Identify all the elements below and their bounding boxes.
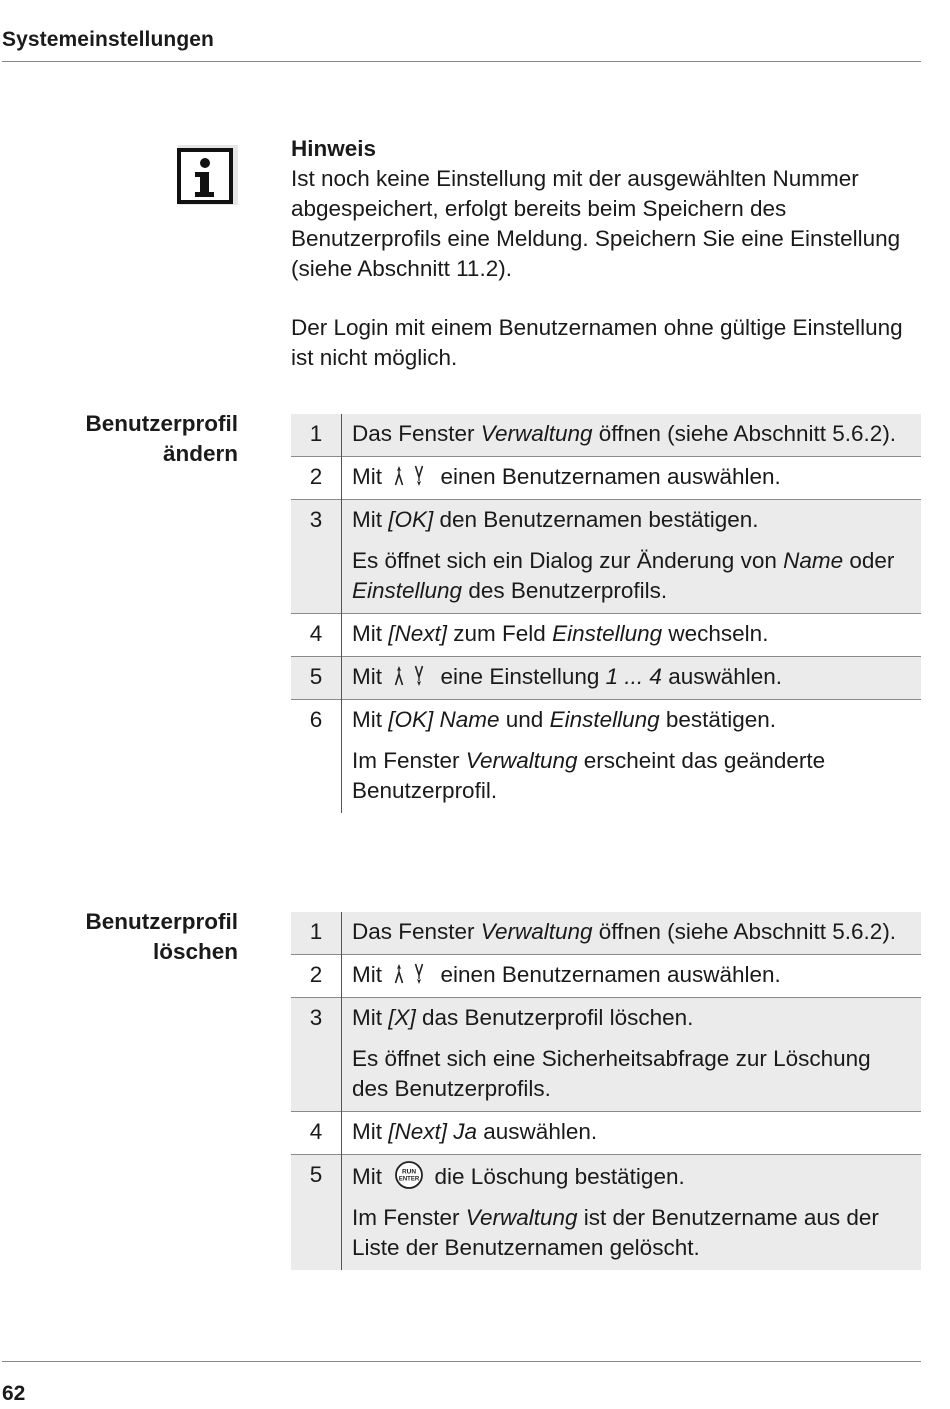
page-number: 62 [2,1382,26,1405]
up-down-arrow-keys-icon [394,464,428,488]
step-number: 3 [291,998,342,1112]
step-text: Mit [Next] Ja auswählen. [342,1112,922,1155]
step-number: 2 [291,955,342,998]
step-text: Mit [X] das Benutzerprofil löschen. Es öffnet sich eine Sicherheitsabfrage zur Löschung des Benutzerprofils. [342,998,922,1112]
header-rule [2,61,921,62]
table-row [291,998,921,1112]
step-text: Das Fenster Verwaltung öffnen (siehe Abschnitt 5.6.2). [342,414,922,457]
run-enter-key-icon [394,1160,424,1190]
step-number: 6 [291,700,342,814]
table-row [291,1155,921,1271]
svg-text:ENTER: ENTER [399,1176,420,1183]
step-number: 1 [291,414,342,457]
step-text: Mit [Next] zum Feld Einstellung wechseln. [342,614,922,657]
footer-rule [2,1361,921,1362]
step-number: 2 [291,457,342,500]
info-icon [176,145,238,205]
step-text: Mit einen Benutzernamen auswählen. [342,457,922,500]
step-result: Im Fenster Verwaltung erscheint das geänderte Benutzerprofil. [352,748,826,803]
step-number: 3 [291,500,342,614]
step-text: Mit [OK] den Benutzernamen bestätigen. Es öffnet sich ein Dialog zur Änderung von Name oder Einstellung des Benutzerprofils. [342,500,922,614]
up-down-arrow-keys-icon [394,664,428,688]
note-paragraph-1: Ist noch keine Einstellung mit der ausgewählten Nummer abgespeichert, erfolgt bereits beim Speichern des Benutzerprofils eine Meldung. Speichern Sie eine Einstellung (siehe Abschnitt 11.2). [291,166,901,281]
step-number: 4 [291,1112,342,1155]
step-text: Mit [OK] Name und Einstellung bestätigen. Im Fenster Verwaltung erscheint das geänderte Benutzerprofil. [342,700,922,814]
table-row [291,500,921,614]
table-row [291,414,921,457]
step-text: Mit einen Benutzernamen auswählen. [342,955,922,998]
section-label-change: Benutzerprofil ändern [85,411,238,466]
page-header-title: Systemeinstellungen [2,28,214,51]
up-down-arrow-keys-icon [394,962,428,986]
table-row [291,700,921,814]
step-result: Es öffnet sich ein Dialog zur Änderung von Name oder Einstellung des Benutzerprofils. [352,548,895,603]
section-label-delete: Benutzerprofil löschen [85,909,238,964]
step-number: 4 [291,614,342,657]
steps-table-change [291,414,921,813]
table-row [291,457,921,500]
svg-text:RUN: RUN [402,1168,417,1176]
step-number: 5 [291,657,342,700]
step-text: Mit eine Einstellung 1 ... 4 auswählen. [342,657,922,700]
step-text: Mit RUN ENTER die Löschung bestätigen. Im Fenster Verwaltung ist der Benutzername aus der Liste der Benutzernamen gelöscht. [342,1155,922,1271]
step-number: 5 [291,1155,342,1271]
note-block [291,134,921,373]
step-result: Im Fenster Verwaltung ist der Benutzername aus der Liste der Benutzernamen gelöscht. [352,1205,879,1260]
note-paragraph-2: Der Login mit einem Benutzernamen ohne gültige Einstellung ist nicht möglich. [291,315,903,370]
table-row [291,912,921,955]
table-row [291,1112,921,1155]
step-number: 1 [291,912,342,955]
table-row [291,614,921,657]
table-row [291,657,921,700]
table-row [291,955,921,998]
note-title: Hinweis [291,136,377,161]
step-result: Es öffnet sich eine Sicherheitsabfrage zur Löschung des Benutzerprofils. [352,1046,871,1101]
steps-table-delete [291,912,921,1270]
step-text: Das Fenster Verwaltung öffnen (siehe Abschnitt 5.6.2). [342,912,922,955]
